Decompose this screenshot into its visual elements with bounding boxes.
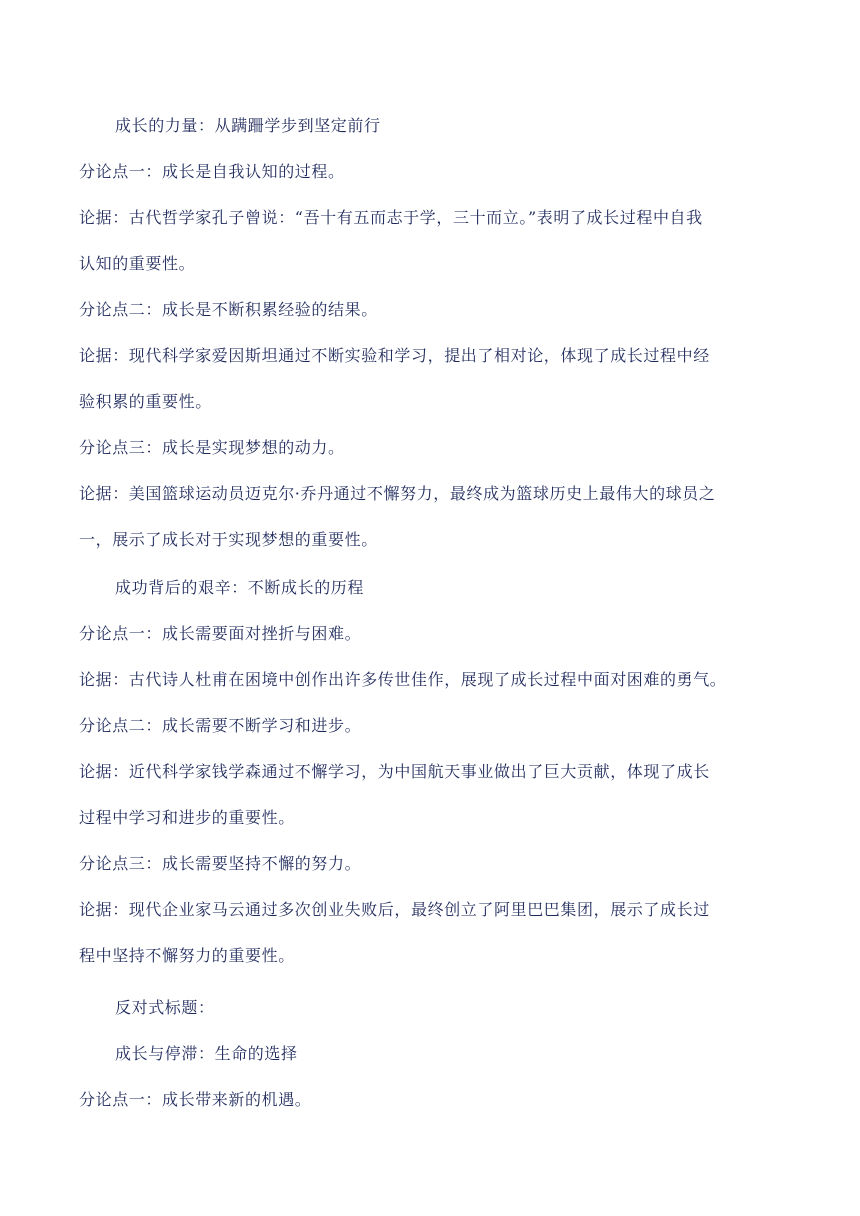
subpoint-1: 分论点一：成长是自我认知的过程。 bbox=[79, 162, 345, 181]
evidence-1-line-2: 认知的重要性。 bbox=[79, 254, 196, 273]
subpoint-3: 分论点三：成长是实现梦想的动力。 bbox=[79, 438, 345, 457]
opposition-heading: 反对式标题： bbox=[115, 998, 215, 1017]
document-body bbox=[79, 110, 783, 1130]
subpoint-2: 分论点二：成长是不断积累经验的结果。 bbox=[79, 300, 378, 319]
evidence-2-line-1: 论据：现代科学家爱因斯坦通过不断实验和学习，提出了相对论，体现了成长过程中经 bbox=[79, 346, 710, 365]
evidence-4: 论据：古代诗人杜甫在困境中创作出许多传世佳作，展现了成长过程中面对困难的勇气。 bbox=[79, 670, 727, 689]
evidence-3-line-2: 一，展示了成长对于实现梦想的重要性。 bbox=[79, 530, 378, 549]
subpoint-7: 分论点一：成长带来新的机遇。 bbox=[79, 1090, 312, 1109]
evidence-5-line-1: 论据：近代科学家钱学森通过不懈学习，为中国航天事业做出了巨大贡献，体现了成长 bbox=[79, 762, 710, 781]
evidence-5-line-2: 过程中学习和进步的重要性。 bbox=[79, 808, 295, 827]
evidence-2-line-2: 验积累的重要性。 bbox=[79, 392, 212, 411]
subpoint-6: 分论点三：成长需要坚持不懈的努力。 bbox=[79, 854, 362, 873]
evidence-6-line-2: 程中坚持不懈努力的重要性。 bbox=[79, 946, 295, 965]
section-title-growth-stagnation: 成长与停滞：生命的选择 bbox=[115, 1044, 298, 1063]
evidence-3-line-1: 论据：美国篮球运动员迈克尔·乔丹通过不懈努力，最终成为篮球历史上最伟大的球员之 bbox=[79, 484, 716, 503]
evidence-6-line-1: 论据：现代企业家马云通过多次创业失败后，最终创立了阿里巴巴集团，展示了成长过 bbox=[79, 900, 710, 919]
subpoint-5: 分论点二：成长需要不断学习和进步。 bbox=[79, 716, 362, 735]
section-title-growth-power: 成长的力量：从蹒跚学步到坚定前行 bbox=[115, 116, 381, 135]
evidence-1-line-1: 论据：古代哲学家孔子曾说：“吾十有五而志于学，三十而立。”表明了成长过程中自我 bbox=[79, 208, 703, 227]
section-title-hardship: 成功背后的艰辛：不断成长的历程 bbox=[115, 578, 365, 597]
subpoint-4: 分论点一：成长需要面对挫折与困难。 bbox=[79, 624, 362, 643]
